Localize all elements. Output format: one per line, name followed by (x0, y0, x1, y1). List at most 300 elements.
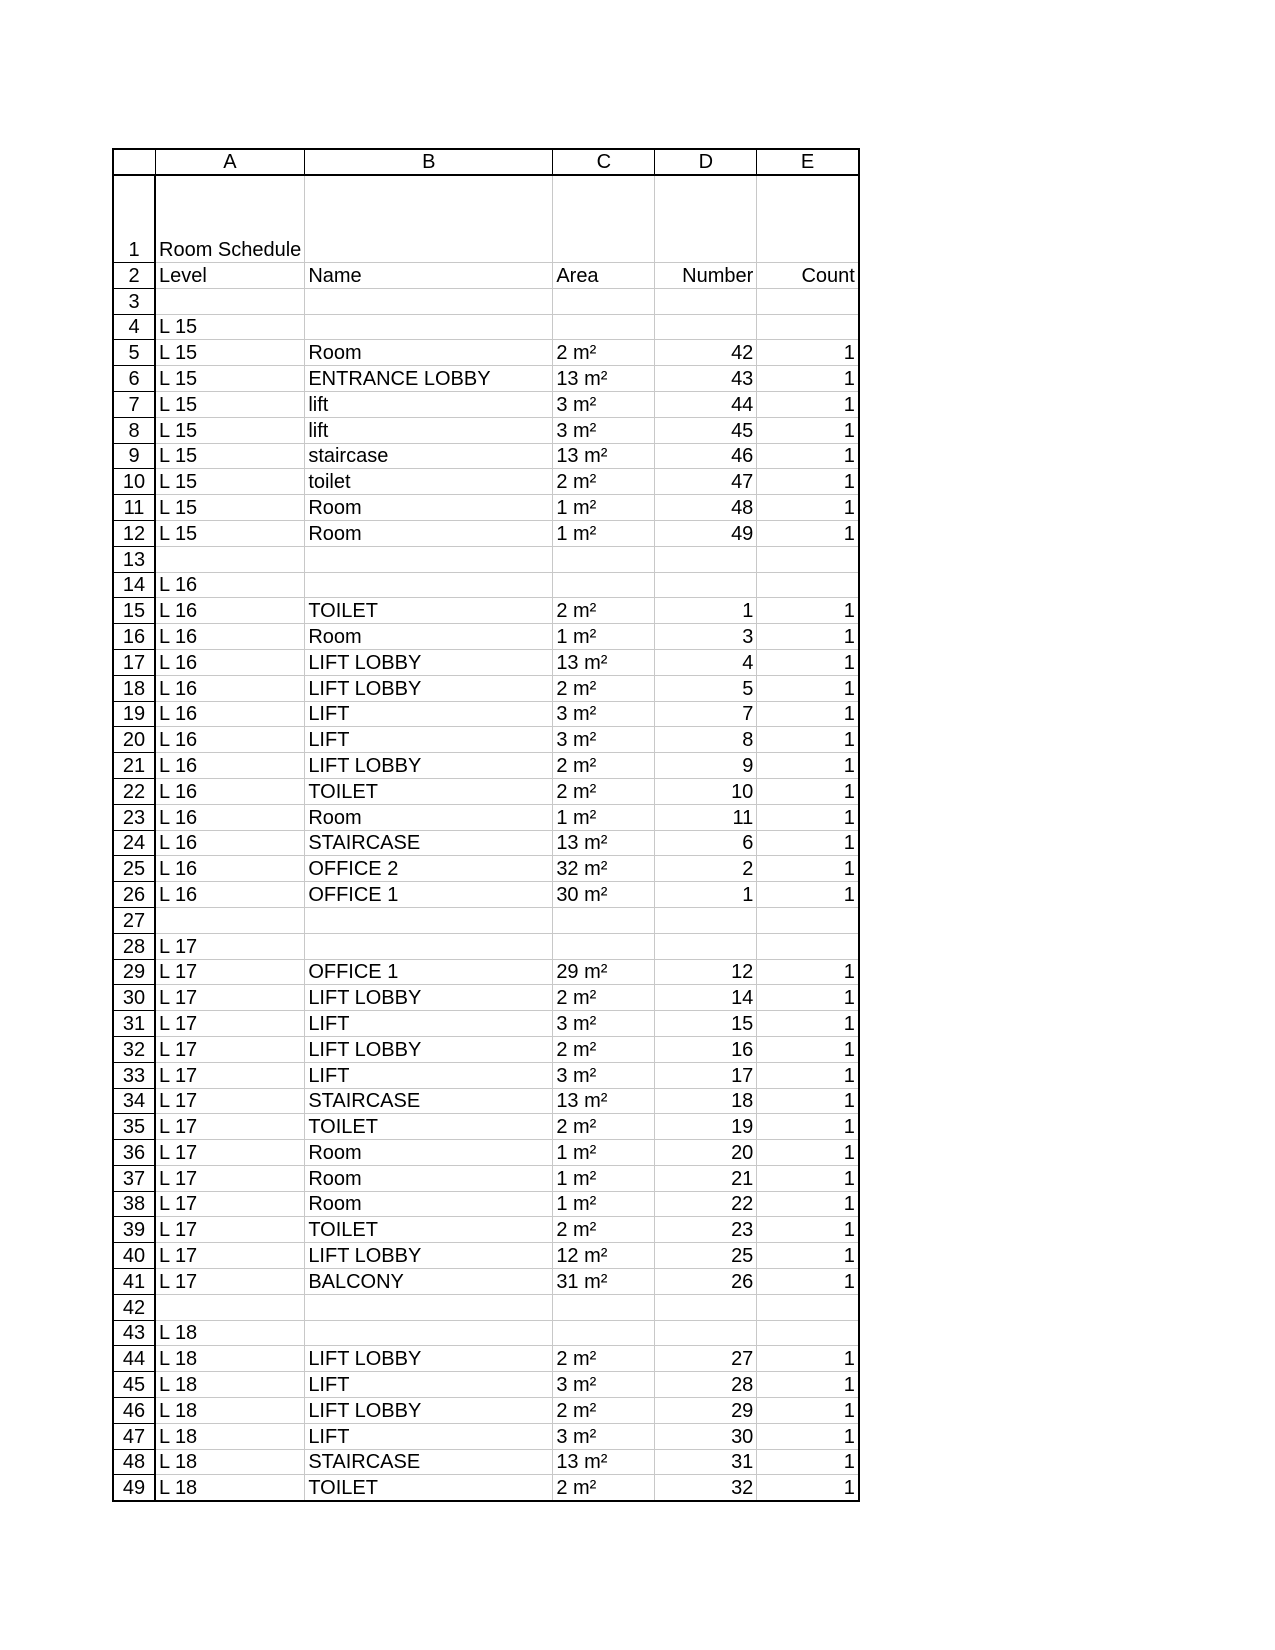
cell-level[interactable]: L 16 (155, 830, 305, 856)
cell-level[interactable] (155, 288, 305, 314)
cell-area[interactable]: 2 m² (553, 675, 655, 701)
cell-count[interactable]: 1 (757, 1036, 859, 1062)
cell-area[interactable]: 3 m² (553, 391, 655, 417)
row-number[interactable]: 35 (113, 1114, 155, 1140)
cell-number[interactable]: 20 (655, 1140, 757, 1166)
cell-number[interactable]: 8 (655, 727, 757, 753)
cell-count[interactable]: 1 (757, 1475, 859, 1501)
cell-count[interactable] (757, 175, 859, 263)
column-header-a[interactable]: A (155, 149, 305, 175)
row-number[interactable]: 47 (113, 1423, 155, 1449)
row-number[interactable]: 7 (113, 391, 155, 417)
cell-name[interactable]: Room (305, 1140, 553, 1166)
row-number[interactable]: 34 (113, 1088, 155, 1114)
cell-count[interactable]: 1 (757, 701, 859, 727)
cell-count[interactable]: 1 (757, 804, 859, 830)
cell-area[interactable]: 1 m² (553, 1165, 655, 1191)
cell-level[interactable]: L 17 (155, 1165, 305, 1191)
cell-level[interactable]: L 15 (155, 391, 305, 417)
row-number[interactable]: 31 (113, 1011, 155, 1037)
row-number[interactable]: 16 (113, 624, 155, 650)
cell-name[interactable]: LIFT (305, 727, 553, 753)
cell-level[interactable]: L 16 (155, 804, 305, 830)
cell-number[interactable]: 10 (655, 778, 757, 804)
cell-level[interactable]: L 16 (155, 882, 305, 908)
row-number[interactable]: 40 (113, 1243, 155, 1269)
cell-number[interactable] (655, 907, 757, 933)
cell-count[interactable]: Count (757, 263, 859, 289)
cell-number[interactable]: 48 (655, 495, 757, 521)
cell-area[interactable]: 3 m² (553, 727, 655, 753)
row-number[interactable]: 29 (113, 959, 155, 985)
cell-count[interactable]: 1 (757, 417, 859, 443)
cell-count[interactable]: 1 (757, 830, 859, 856)
cell-name[interactable]: staircase (305, 443, 553, 469)
cell-name[interactable]: LIFT (305, 1011, 553, 1037)
cell-count[interactable]: 1 (757, 753, 859, 779)
cell-level[interactable]: L 17 (155, 1062, 305, 1088)
cell-count[interactable]: 1 (757, 856, 859, 882)
cell-number[interactable]: 1 (655, 882, 757, 908)
cell-name[interactable]: LIFT LOBBY (305, 1243, 553, 1269)
cell-level[interactable]: Room Schedule (155, 175, 305, 263)
cell-number[interactable]: 3 (655, 624, 757, 650)
cell-level[interactable]: L 16 (155, 675, 305, 701)
cell-level[interactable]: L 18 (155, 1398, 305, 1424)
cell-name[interactable] (305, 907, 553, 933)
cell-area[interactable]: 2 m² (553, 1398, 655, 1424)
cell-name[interactable]: TOILET (305, 598, 553, 624)
cell-number[interactable]: Number (655, 263, 757, 289)
cell-name[interactable]: LIFT LOBBY (305, 1036, 553, 1062)
row-number[interactable]: 32 (113, 1036, 155, 1062)
cell-name[interactable]: LIFT (305, 1372, 553, 1398)
row-number[interactable]: 15 (113, 598, 155, 624)
cell-number[interactable]: 31 (655, 1449, 757, 1475)
cell-area[interactable]: 2 m² (553, 1217, 655, 1243)
cell-level[interactable]: L 17 (155, 1036, 305, 1062)
cell-name[interactable] (305, 314, 553, 340)
row-number[interactable]: 46 (113, 1398, 155, 1424)
cell-number[interactable]: 7 (655, 701, 757, 727)
cell-count[interactable] (757, 546, 859, 572)
row-number[interactable]: 26 (113, 882, 155, 908)
cell-area[interactable] (553, 933, 655, 959)
cell-level[interactable]: L 15 (155, 340, 305, 366)
row-number[interactable]: 27 (113, 907, 155, 933)
cell-area[interactable] (553, 546, 655, 572)
cell-name[interactable]: toilet (305, 469, 553, 495)
cell-area[interactable]: 2 m² (553, 598, 655, 624)
cell-area[interactable]: Area (553, 263, 655, 289)
cell-level[interactable]: L 18 (155, 1423, 305, 1449)
cell-name[interactable]: Room (305, 520, 553, 546)
cell-count[interactable]: 1 (757, 1372, 859, 1398)
cell-level[interactable]: L 16 (155, 598, 305, 624)
cell-number[interactable] (655, 288, 757, 314)
cell-count[interactable]: 1 (757, 366, 859, 392)
cell-count[interactable] (757, 1320, 859, 1346)
cell-area[interactable]: 13 m² (553, 649, 655, 675)
row-number[interactable]: 33 (113, 1062, 155, 1088)
cell-name[interactable]: LIFT (305, 1062, 553, 1088)
cell-number[interactable]: 18 (655, 1088, 757, 1114)
cell-number[interactable]: 1 (655, 598, 757, 624)
cell-level[interactable]: L 18 (155, 1475, 305, 1501)
row-number[interactable]: 21 (113, 753, 155, 779)
cell-area[interactable]: 2 m² (553, 1114, 655, 1140)
cell-level[interactable]: L 16 (155, 701, 305, 727)
cell-count[interactable]: 1 (757, 985, 859, 1011)
row-number[interactable]: 18 (113, 675, 155, 701)
corner-cell[interactable] (113, 149, 155, 175)
cell-number[interactable]: 32 (655, 1475, 757, 1501)
row-number[interactable]: 28 (113, 933, 155, 959)
cell-count[interactable]: 1 (757, 598, 859, 624)
cell-number[interactable]: 12 (655, 959, 757, 985)
cell-number[interactable]: 16 (655, 1036, 757, 1062)
cell-area[interactable]: 13 m² (553, 1449, 655, 1475)
cell-level[interactable]: L 17 (155, 1140, 305, 1166)
row-number[interactable]: 14 (113, 572, 155, 598)
cell-number[interactable]: 23 (655, 1217, 757, 1243)
cell-area[interactable]: 2 m² (553, 1346, 655, 1372)
cell-count[interactable] (757, 288, 859, 314)
row-number[interactable]: 13 (113, 546, 155, 572)
cell-level[interactable]: L 17 (155, 1191, 305, 1217)
cell-name[interactable] (305, 1294, 553, 1320)
row-number[interactable]: 12 (113, 520, 155, 546)
cell-number[interactable]: 15 (655, 1011, 757, 1037)
cell-name[interactable]: TOILET (305, 1114, 553, 1140)
row-number[interactable]: 11 (113, 495, 155, 521)
cell-count[interactable]: 1 (757, 882, 859, 908)
cell-count[interactable]: 1 (757, 1423, 859, 1449)
cell-area[interactable] (553, 314, 655, 340)
cell-area[interactable]: 3 m² (553, 701, 655, 727)
cell-level[interactable]: L 16 (155, 778, 305, 804)
cell-area[interactable]: 3 m² (553, 1423, 655, 1449)
cell-name[interactable]: STAIRCASE (305, 830, 553, 856)
row-number[interactable]: 42 (113, 1294, 155, 1320)
cell-number[interactable]: 5 (655, 675, 757, 701)
row-number[interactable]: 17 (113, 649, 155, 675)
cell-count[interactable] (757, 572, 859, 598)
cell-name[interactable]: Room (305, 1165, 553, 1191)
row-number[interactable]: 4 (113, 314, 155, 340)
cell-number[interactable]: 26 (655, 1269, 757, 1295)
cell-area[interactable]: 2 m² (553, 1036, 655, 1062)
row-number[interactable]: 22 (113, 778, 155, 804)
cell-name[interactable] (305, 175, 553, 263)
cell-name[interactable]: OFFICE 1 (305, 959, 553, 985)
cell-level[interactable]: L 17 (155, 1088, 305, 1114)
cell-count[interactable] (757, 933, 859, 959)
cell-area[interactable]: 29 m² (553, 959, 655, 985)
cell-name[interactable]: STAIRCASE (305, 1088, 553, 1114)
cell-count[interactable]: 1 (757, 1243, 859, 1269)
row-number[interactable]: 43 (113, 1320, 155, 1346)
row-number[interactable]: 23 (113, 804, 155, 830)
cell-count[interactable]: 1 (757, 675, 859, 701)
cell-level[interactable]: L 16 (155, 624, 305, 650)
cell-number[interactable]: 27 (655, 1346, 757, 1372)
cell-count[interactable]: 1 (757, 1449, 859, 1475)
cell-count[interactable]: 1 (757, 391, 859, 417)
cell-number[interactable]: 19 (655, 1114, 757, 1140)
cell-area[interactable]: 30 m² (553, 882, 655, 908)
cell-area[interactable]: 1 m² (553, 495, 655, 521)
column-header-b[interactable]: B (305, 149, 553, 175)
cell-area[interactable]: 3 m² (553, 1062, 655, 1088)
cell-area[interactable]: 31 m² (553, 1269, 655, 1295)
cell-name[interactable]: Name (305, 263, 553, 289)
row-number[interactable]: 38 (113, 1191, 155, 1217)
cell-number[interactable] (655, 314, 757, 340)
cell-number[interactable]: 9 (655, 753, 757, 779)
row-number[interactable]: 37 (113, 1165, 155, 1191)
row-number[interactable]: 41 (113, 1269, 155, 1295)
cell-level[interactable]: L 16 (155, 753, 305, 779)
cell-number[interactable]: 14 (655, 985, 757, 1011)
cell-count[interactable]: 1 (757, 1114, 859, 1140)
cell-name[interactable]: OFFICE 2 (305, 856, 553, 882)
row-number[interactable]: 24 (113, 830, 155, 856)
cell-number[interactable] (655, 572, 757, 598)
cell-area[interactable] (553, 572, 655, 598)
cell-count[interactable]: 1 (757, 778, 859, 804)
cell-level[interactable]: L 15 (155, 469, 305, 495)
cell-count[interactable]: 1 (757, 1398, 859, 1424)
cell-level[interactable]: L 17 (155, 959, 305, 985)
cell-level[interactable]: L 18 (155, 1449, 305, 1475)
cell-name[interactable]: TOILET (305, 778, 553, 804)
cell-name[interactable]: ENTRANCE LOBBY (305, 366, 553, 392)
cell-number[interactable]: 49 (655, 520, 757, 546)
row-number[interactable]: 49 (113, 1475, 155, 1501)
row-number[interactable]: 30 (113, 985, 155, 1011)
cell-area[interactable]: 1 m² (553, 1140, 655, 1166)
cell-number[interactable] (655, 933, 757, 959)
cell-area[interactable] (553, 907, 655, 933)
cell-level[interactable]: L 15 (155, 520, 305, 546)
cell-level[interactable]: L 18 (155, 1372, 305, 1398)
cell-level[interactable]: L 17 (155, 1011, 305, 1037)
cell-number[interactable] (655, 1320, 757, 1346)
row-number[interactable]: 3 (113, 288, 155, 314)
cell-number[interactable]: 47 (655, 469, 757, 495)
cell-area[interactable]: 13 m² (553, 366, 655, 392)
row-number[interactable]: 6 (113, 366, 155, 392)
cell-level[interactable]: L 17 (155, 985, 305, 1011)
cell-number[interactable]: 45 (655, 417, 757, 443)
cell-number[interactable]: 46 (655, 443, 757, 469)
column-header-e[interactable]: E (757, 149, 859, 175)
cell-name[interactable]: Room (305, 804, 553, 830)
row-number[interactable]: 36 (113, 1140, 155, 1166)
cell-area[interactable]: 1 m² (553, 1191, 655, 1217)
cell-number[interactable]: 28 (655, 1372, 757, 1398)
row-number[interactable]: 5 (113, 340, 155, 366)
cell-area[interactable] (553, 288, 655, 314)
cell-count[interactable]: 1 (757, 1011, 859, 1037)
cell-name[interactable]: TOILET (305, 1217, 553, 1243)
cell-number[interactable]: 17 (655, 1062, 757, 1088)
cell-number[interactable]: 25 (655, 1243, 757, 1269)
cell-level[interactable]: L 15 (155, 495, 305, 521)
cell-name[interactable]: LIFT LOBBY (305, 675, 553, 701)
cell-level[interactable]: L 16 (155, 649, 305, 675)
row-number[interactable]: 2 (113, 263, 155, 289)
cell-level[interactable] (155, 546, 305, 572)
cell-area[interactable] (553, 1294, 655, 1320)
cell-area[interactable]: 2 m² (553, 753, 655, 779)
cell-count[interactable]: 1 (757, 469, 859, 495)
cell-area[interactable]: 2 m² (553, 340, 655, 366)
row-number[interactable]: 20 (113, 727, 155, 753)
cell-count[interactable]: 1 (757, 1165, 859, 1191)
cell-count[interactable] (757, 314, 859, 340)
cell-level[interactable]: L 16 (155, 572, 305, 598)
cell-count[interactable]: 1 (757, 959, 859, 985)
row-number[interactable]: 45 (113, 1372, 155, 1398)
cell-count[interactable]: 1 (757, 1062, 859, 1088)
cell-name[interactable] (305, 1320, 553, 1346)
cell-level[interactable] (155, 1294, 305, 1320)
cell-area[interactable]: 12 m² (553, 1243, 655, 1269)
cell-number[interactable]: 29 (655, 1398, 757, 1424)
cell-area[interactable]: 2 m² (553, 1475, 655, 1501)
cell-name[interactable]: Room (305, 495, 553, 521)
row-number[interactable]: 10 (113, 469, 155, 495)
cell-number[interactable]: 44 (655, 391, 757, 417)
cell-name[interactable]: Room (305, 1191, 553, 1217)
cell-area[interactable]: 1 m² (553, 520, 655, 546)
cell-count[interactable]: 1 (757, 727, 859, 753)
cell-name[interactable]: BALCONY (305, 1269, 553, 1295)
cell-area[interactable]: 32 m² (553, 856, 655, 882)
cell-area[interactable]: 1 m² (553, 804, 655, 830)
cell-level[interactable]: L 16 (155, 727, 305, 753)
cell-name[interactable]: LIFT LOBBY (305, 1346, 553, 1372)
cell-area[interactable]: 13 m² (553, 443, 655, 469)
cell-number[interactable]: 22 (655, 1191, 757, 1217)
cell-number[interactable] (655, 546, 757, 572)
cell-level[interactable]: L 17 (155, 1114, 305, 1140)
cell-area[interactable] (553, 1320, 655, 1346)
column-header-d[interactable]: D (655, 149, 757, 175)
cell-area[interactable]: 3 m² (553, 1372, 655, 1398)
cell-count[interactable] (757, 907, 859, 933)
cell-count[interactable]: 1 (757, 649, 859, 675)
cell-name[interactable]: TOILET (305, 1475, 553, 1501)
cell-name[interactable]: LIFT (305, 1423, 553, 1449)
cell-number[interactable] (655, 175, 757, 263)
cell-name[interactable] (305, 933, 553, 959)
cell-number[interactable]: 6 (655, 830, 757, 856)
cell-level[interactable]: L 16 (155, 856, 305, 882)
cell-name[interactable]: lift (305, 417, 553, 443)
row-number[interactable]: 39 (113, 1217, 155, 1243)
cell-level[interactable]: L 18 (155, 1346, 305, 1372)
cell-level[interactable]: L 18 (155, 1320, 305, 1346)
cell-count[interactable] (757, 1294, 859, 1320)
cell-level[interactable]: L 15 (155, 366, 305, 392)
cell-name[interactable]: lift (305, 391, 553, 417)
cell-number[interactable]: 4 (655, 649, 757, 675)
cell-number[interactable]: 30 (655, 1423, 757, 1449)
cell-name[interactable]: LIFT LOBBY (305, 985, 553, 1011)
cell-name[interactable] (305, 288, 553, 314)
cell-name[interactable]: LIFT LOBBY (305, 1398, 553, 1424)
cell-count[interactable]: 1 (757, 340, 859, 366)
cell-level[interactable]: L 15 (155, 314, 305, 340)
cell-count[interactable]: 1 (757, 1088, 859, 1114)
cell-level[interactable]: L 17 (155, 933, 305, 959)
cell-count[interactable]: 1 (757, 624, 859, 650)
row-number[interactable]: 48 (113, 1449, 155, 1475)
cell-name[interactable]: STAIRCASE (305, 1449, 553, 1475)
cell-area[interactable]: 3 m² (553, 1011, 655, 1037)
cell-area[interactable]: 13 m² (553, 830, 655, 856)
cell-count[interactable]: 1 (757, 443, 859, 469)
cell-name[interactable]: OFFICE 1 (305, 882, 553, 908)
row-number[interactable]: 19 (113, 701, 155, 727)
cell-area[interactable]: 2 m² (553, 778, 655, 804)
cell-level[interactable]: Level (155, 263, 305, 289)
cell-number[interactable]: 43 (655, 366, 757, 392)
cell-level[interactable]: L 17 (155, 1269, 305, 1295)
cell-level[interactable]: L 17 (155, 1243, 305, 1269)
cell-name[interactable]: Room (305, 340, 553, 366)
row-number[interactable]: 8 (113, 417, 155, 443)
cell-name[interactable] (305, 546, 553, 572)
cell-level[interactable]: L 17 (155, 1217, 305, 1243)
row-number[interactable]: 25 (113, 856, 155, 882)
cell-number[interactable]: 42 (655, 340, 757, 366)
cell-name[interactable]: Room (305, 624, 553, 650)
cell-level[interactable]: L 15 (155, 443, 305, 469)
cell-name[interactable] (305, 572, 553, 598)
cell-name[interactable]: LIFT LOBBY (305, 649, 553, 675)
column-header-c[interactable]: C (553, 149, 655, 175)
cell-level[interactable] (155, 907, 305, 933)
cell-count[interactable]: 1 (757, 1191, 859, 1217)
cell-number[interactable]: 11 (655, 804, 757, 830)
cell-count[interactable]: 1 (757, 495, 859, 521)
cell-area[interactable]: 2 m² (553, 985, 655, 1011)
cell-area[interactable]: 3 m² (553, 417, 655, 443)
row-number[interactable]: 44 (113, 1346, 155, 1372)
cell-name[interactable]: LIFT (305, 701, 553, 727)
cell-count[interactable]: 1 (757, 520, 859, 546)
cell-area[interactable]: 13 m² (553, 1088, 655, 1114)
cell-number[interactable]: 2 (655, 856, 757, 882)
cell-count[interactable]: 1 (757, 1217, 859, 1243)
cell-count[interactable]: 1 (757, 1269, 859, 1295)
cell-count[interactable]: 1 (757, 1346, 859, 1372)
cell-area[interactable]: 2 m² (553, 469, 655, 495)
row-number[interactable]: 1 (113, 175, 155, 263)
cell-area[interactable] (553, 175, 655, 263)
cell-number[interactable] (655, 1294, 757, 1320)
cell-number[interactable]: 21 (655, 1165, 757, 1191)
cell-level[interactable]: L 15 (155, 417, 305, 443)
cell-count[interactable]: 1 (757, 1140, 859, 1166)
row-number[interactable]: 9 (113, 443, 155, 469)
cell-name[interactable]: LIFT LOBBY (305, 753, 553, 779)
cell-area[interactable]: 1 m² (553, 624, 655, 650)
